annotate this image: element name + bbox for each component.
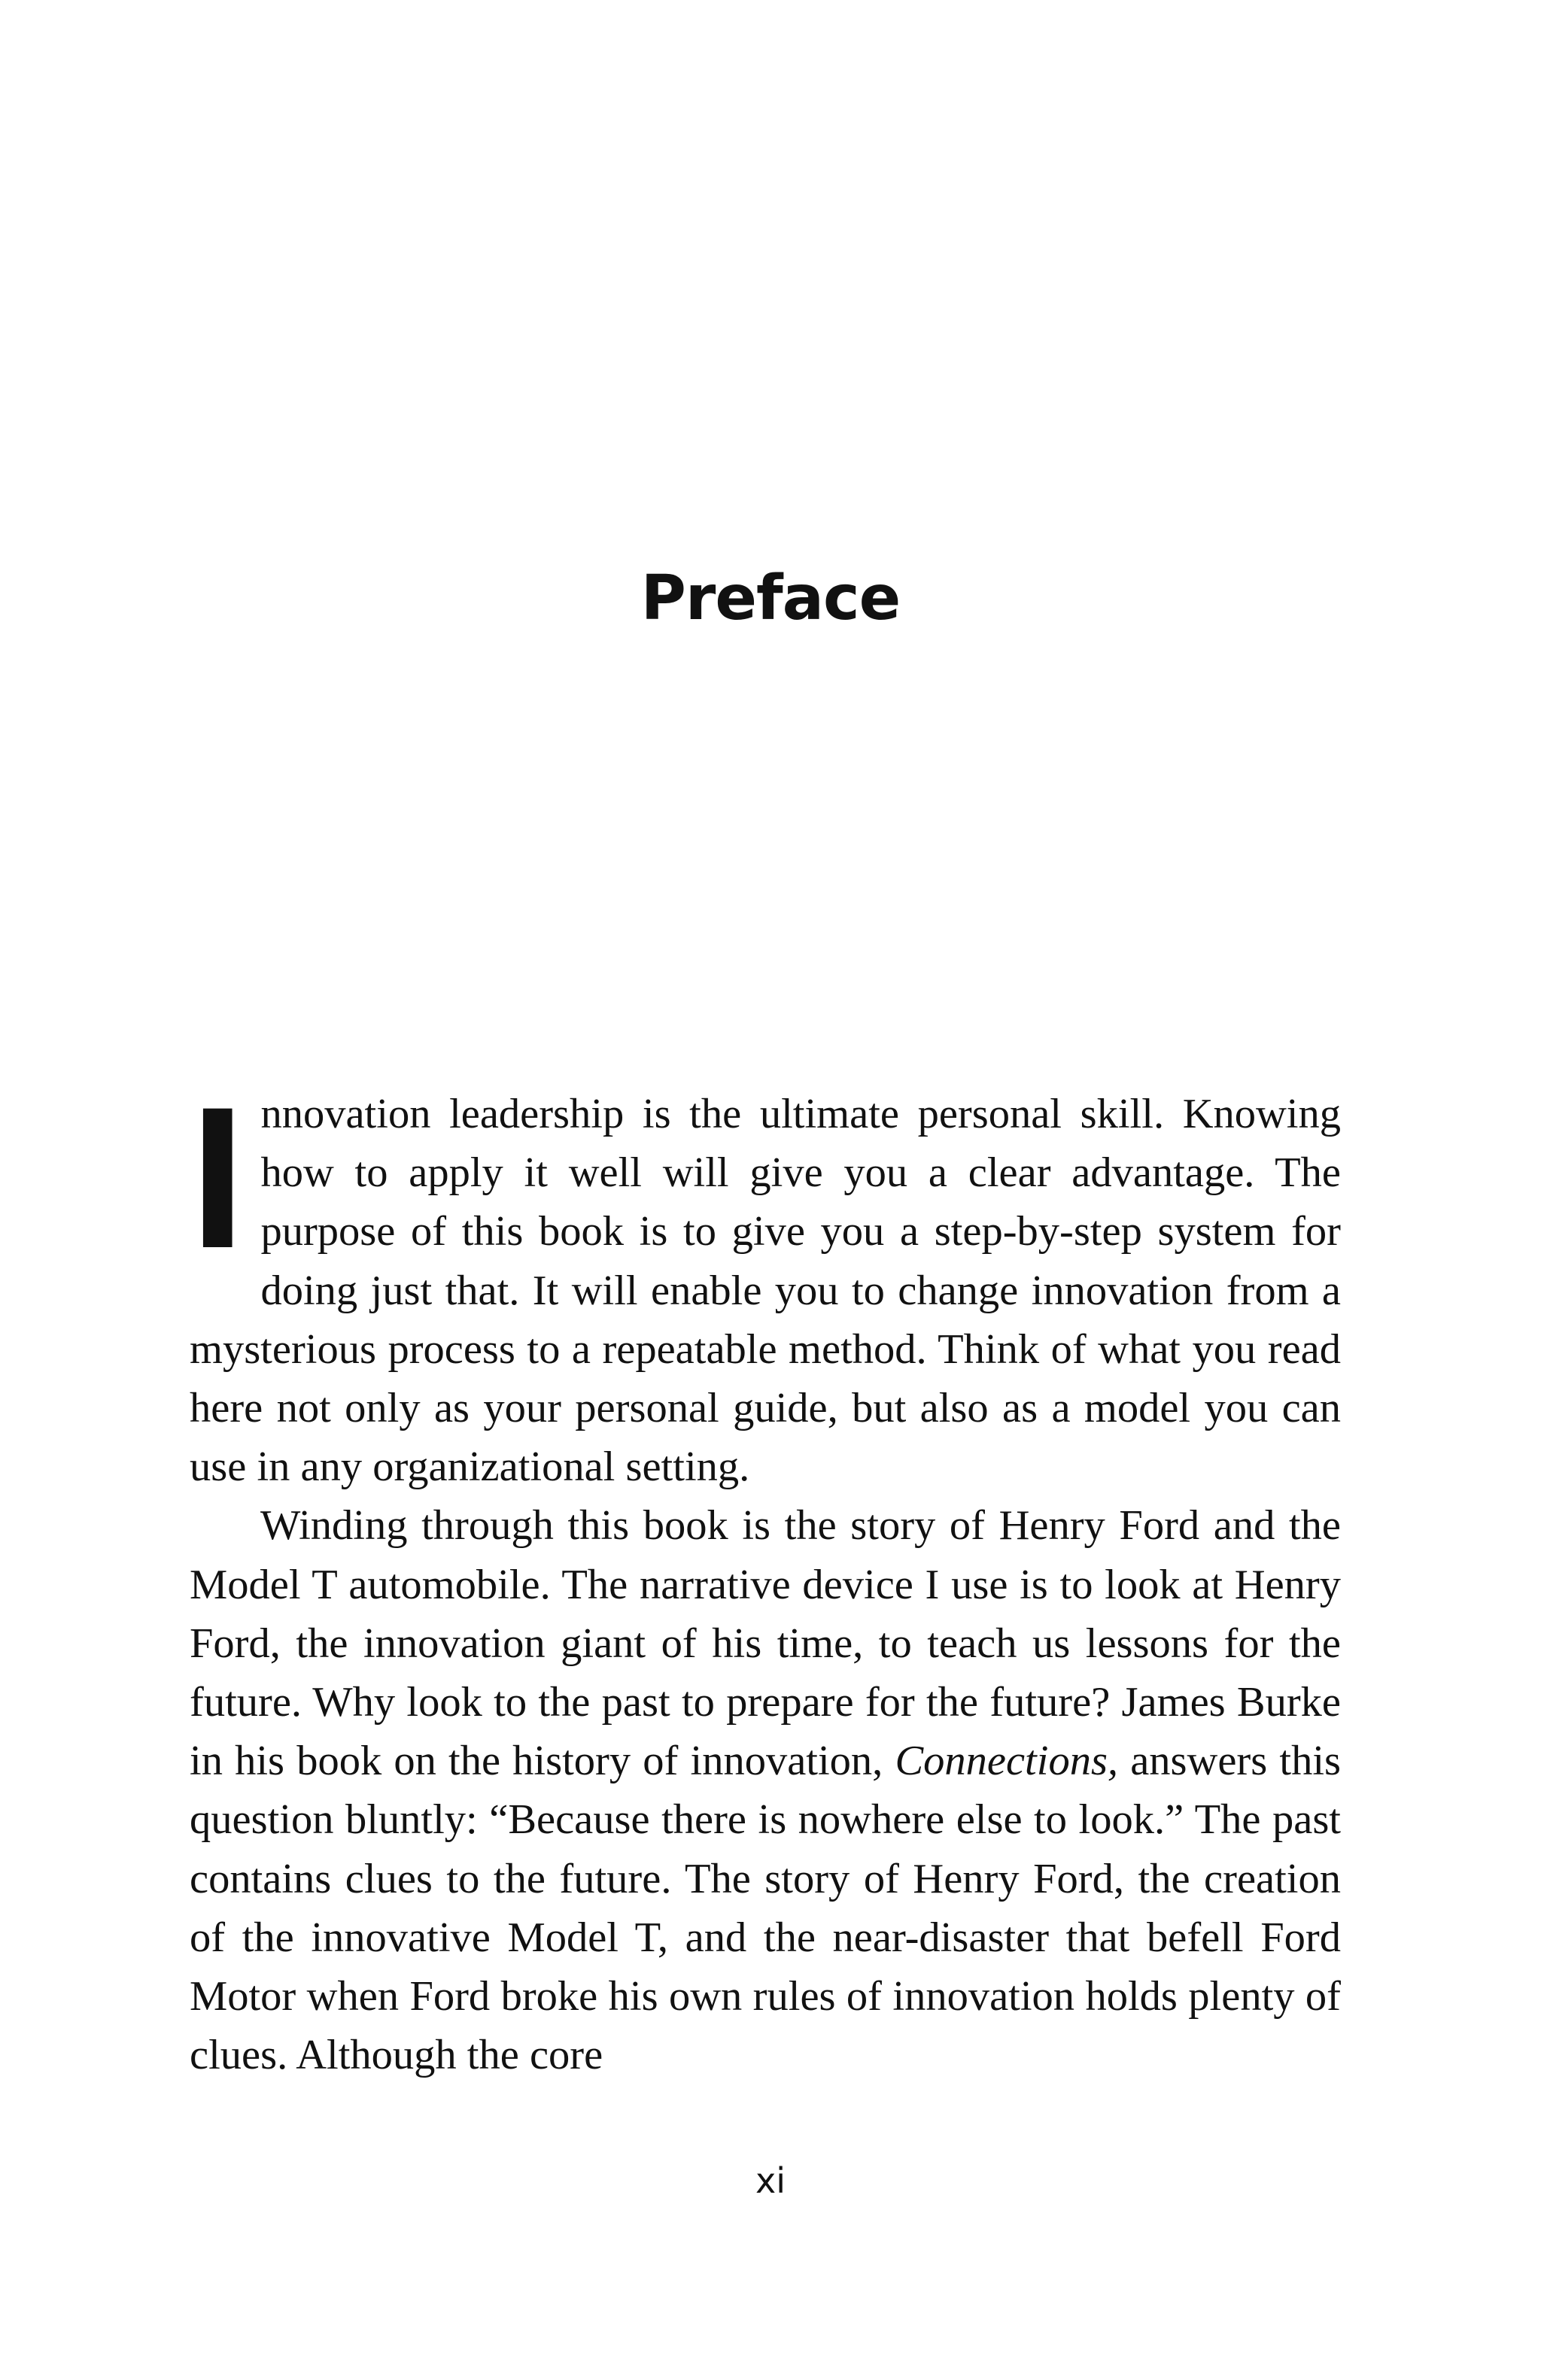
paragraph-2-text-end: answers this question bluntly: “Because there is nowhere else to look.” The past contains clues to the future. The story of Henry Ford, the creation of the innovative Model T, and the near-disaster that befell Ford Motor when Ford broke his own rules of innovation holds plenty of clues. Although the core — [190, 1738, 1341, 2079]
paragraph-1-text: nnovation leadership is the ultimate personal skill. Knowing how to apply it well will give you a clear advantage. The purpose of this book is to give you a step-by-step system for doing just that. It will enable you to change innovation from a mysterious process to a repeatable method. Think of what you read here not only as your personal guide, but also as a model you can use in any organizational setting. — [190, 1091, 1341, 1491]
body-text — [190, 1064, 1341, 2084]
drop-cap: I — [190, 1064, 246, 1290]
chapter-title: Preface — [640, 563, 901, 634]
paragraph-2 — [190, 1496, 1341, 2084]
paragraph-1 — [190, 1064, 1341, 1496]
paragraph-2-text-start: Winding through this book is the story of Henry Ford and the Model T automobile. The narrative device I use is to look at Henry Ford, the innovation giant of his time, to teach us lessons for the future. Why look to the past to prepare for the future? James Burke in his book on the history of innovation, — [190, 1502, 1341, 1785]
page-number: xi — [755, 2160, 786, 2201]
book-title-italic: Connections, — [895, 1738, 1119, 1785]
